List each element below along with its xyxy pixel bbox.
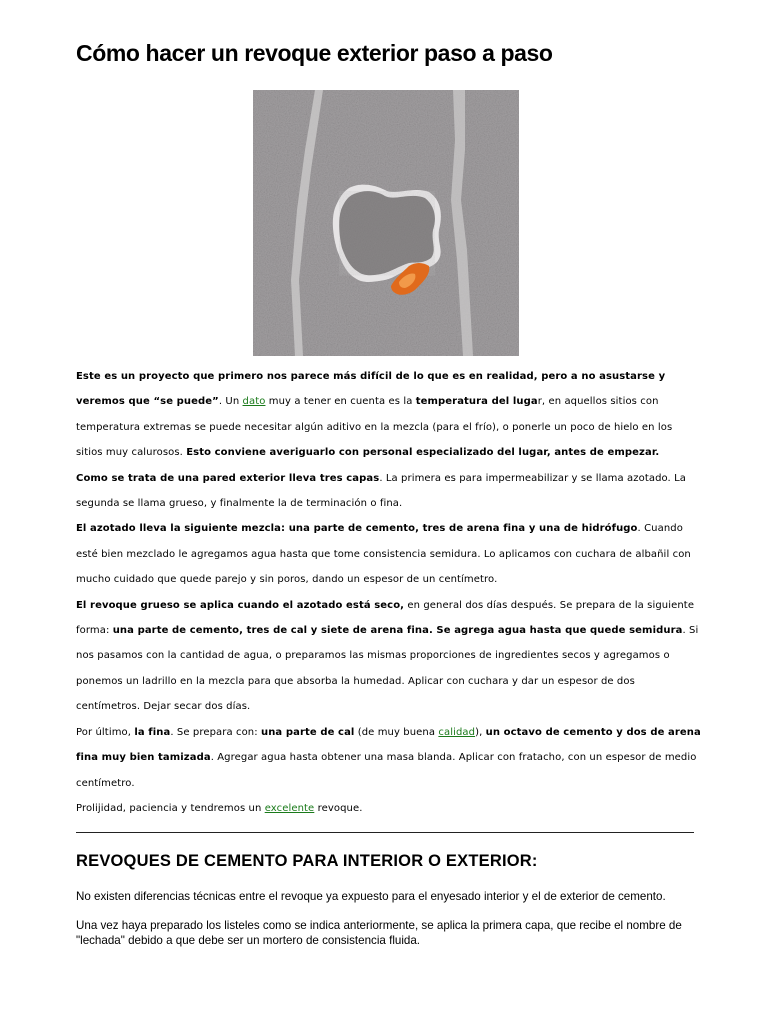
bold-text: El azotado lleva la siguiente mezcla: una parte de cemento, tres de arena fina y una de hidrófugo	[76, 523, 638, 535]
plain-text: revoque.	[314, 802, 363, 814]
plain-text: Por último,	[76, 726, 135, 738]
plain-text: nos pasamos con la cantidad de agua, o preparamos las mismas proporciones de ingredientes secos y agregamos o	[76, 650, 670, 662]
text-line	[76, 745, 696, 770]
text-line	[76, 593, 696, 618]
plain-text: . Se prepara con:	[170, 726, 261, 738]
plain-text: muy a tener en cuenta es la	[265, 396, 416, 408]
article-body	[76, 364, 701, 821]
bold-text: Esto conviene averiguarlo con personal especializado del lugar, antes de empezar.	[186, 447, 660, 459]
inline-link[interactable]: dato	[242, 396, 266, 408]
bold-text: fina muy bien tamizada	[76, 752, 211, 764]
text-line	[76, 694, 696, 719]
text-line	[76, 440, 696, 465]
text-line	[76, 364, 696, 389]
plain-text: forma:	[76, 625, 113, 637]
text-line	[76, 771, 696, 796]
bold-text: un octavo de cemento y dos de arena	[485, 726, 701, 738]
plain-text: ponemos un ladrillo en la mezcla para que absorba la humedad. Aplicar con cuchara y dar un espesor de dos	[76, 675, 635, 687]
plain-text: en general dos días después. Se prepara de la siguiente	[404, 599, 695, 611]
peeling-plaster-wall-photo	[253, 90, 519, 356]
bold-text: temperatura del luga	[415, 396, 538, 408]
plain-text: . Si	[682, 625, 699, 637]
text-line	[76, 796, 696, 821]
text-line	[76, 389, 696, 414]
wall-photo-graphic	[253, 90, 519, 356]
bold-text: la fina	[134, 726, 171, 738]
section-paragraph-1: No existen diferencias técnicas entre el revoque ya expuesto para el enyesado interior y el de exterior de cemento.	[76, 890, 666, 903]
bold-text: Este es un proyecto que primero nos parece más difícil de lo que es en realidad, pero a no asustarse y	[76, 371, 666, 382]
bold-text: una parte de cal	[260, 726, 355, 738]
inline-link[interactable]: excelente	[264, 802, 315, 814]
text-line	[76, 491, 696, 516]
plain-text: . Cuando	[637, 523, 683, 535]
plain-text: ),	[475, 726, 486, 738]
inline-link[interactable]: calidad	[438, 726, 476, 738]
text-line	[76, 567, 696, 592]
bold-text: veremos que “se puede”	[76, 396, 219, 408]
bold-text: El revoque grueso se aplica cuando el azotado está seco,	[76, 599, 405, 611]
text-line	[76, 415, 696, 440]
plain-text: centímetros. Dejar secar dos días.	[76, 701, 251, 713]
text-line	[76, 466, 696, 491]
text-line	[76, 618, 699, 643]
plain-text: . Un	[218, 396, 243, 408]
text-line	[76, 669, 696, 694]
plain-text: r, en aquellos sitios con	[537, 396, 659, 408]
text-line	[76, 542, 696, 567]
plain-text: . Agregar agua hasta obtener una masa blanda. Aplicar con fratacho, con un espesor de medio	[210, 752, 697, 764]
page-title: Cómo hacer un revoque exterior paso a paso	[76, 40, 553, 66]
text-line	[76, 516, 696, 541]
plain-text: . La primera es para impermeabilizar y se llama azotado. La	[379, 472, 687, 484]
plain-text: mucho cuidado que quede parejo y sin poros, dando un espesor de un centímetro.	[76, 574, 498, 586]
bold-text: Como se trata de una pared exterior lleva tres capas	[76, 472, 380, 484]
section-heading: REVOQUES DE CEMENTO PARA INTERIOR O EXTERIOR:	[76, 852, 538, 870]
section-divider	[76, 832, 694, 833]
text-line	[76, 720, 701, 745]
plain-text: esté bien mezclado le agregamos agua hasta que tome consistencia semidura. Lo aplicamos con cuchara de albañil con	[76, 548, 691, 560]
plain-text: (de muy buena	[354, 726, 439, 738]
section-paragraph-2: Una vez haya preparado los listeles como se indica anteriormente, se aplica la primera capa, que recibe el nombre de "lechada" debido a que debe ser un mortero de consistencia fluida.	[76, 919, 682, 947]
bold-text: una parte de cemento, tres de cal y siete de arena fina. Se agrega agua hasta que quede semidura	[112, 625, 683, 637]
plain-text: segunda se llama grueso, y finalmente la de terminación o fina.	[76, 498, 403, 510]
plain-text: temperatura extremas se puede necesitar algún aditivo en la mezcla (para el frío), o ponerle un poco de hielo en los	[76, 421, 673, 433]
plain-text: centímetro.	[76, 777, 135, 789]
plain-text: Prolijidad, paciencia y tendremos un	[76, 802, 265, 814]
plain-text: sitios muy calurosos.	[76, 447, 187, 459]
text-line	[76, 643, 696, 668]
